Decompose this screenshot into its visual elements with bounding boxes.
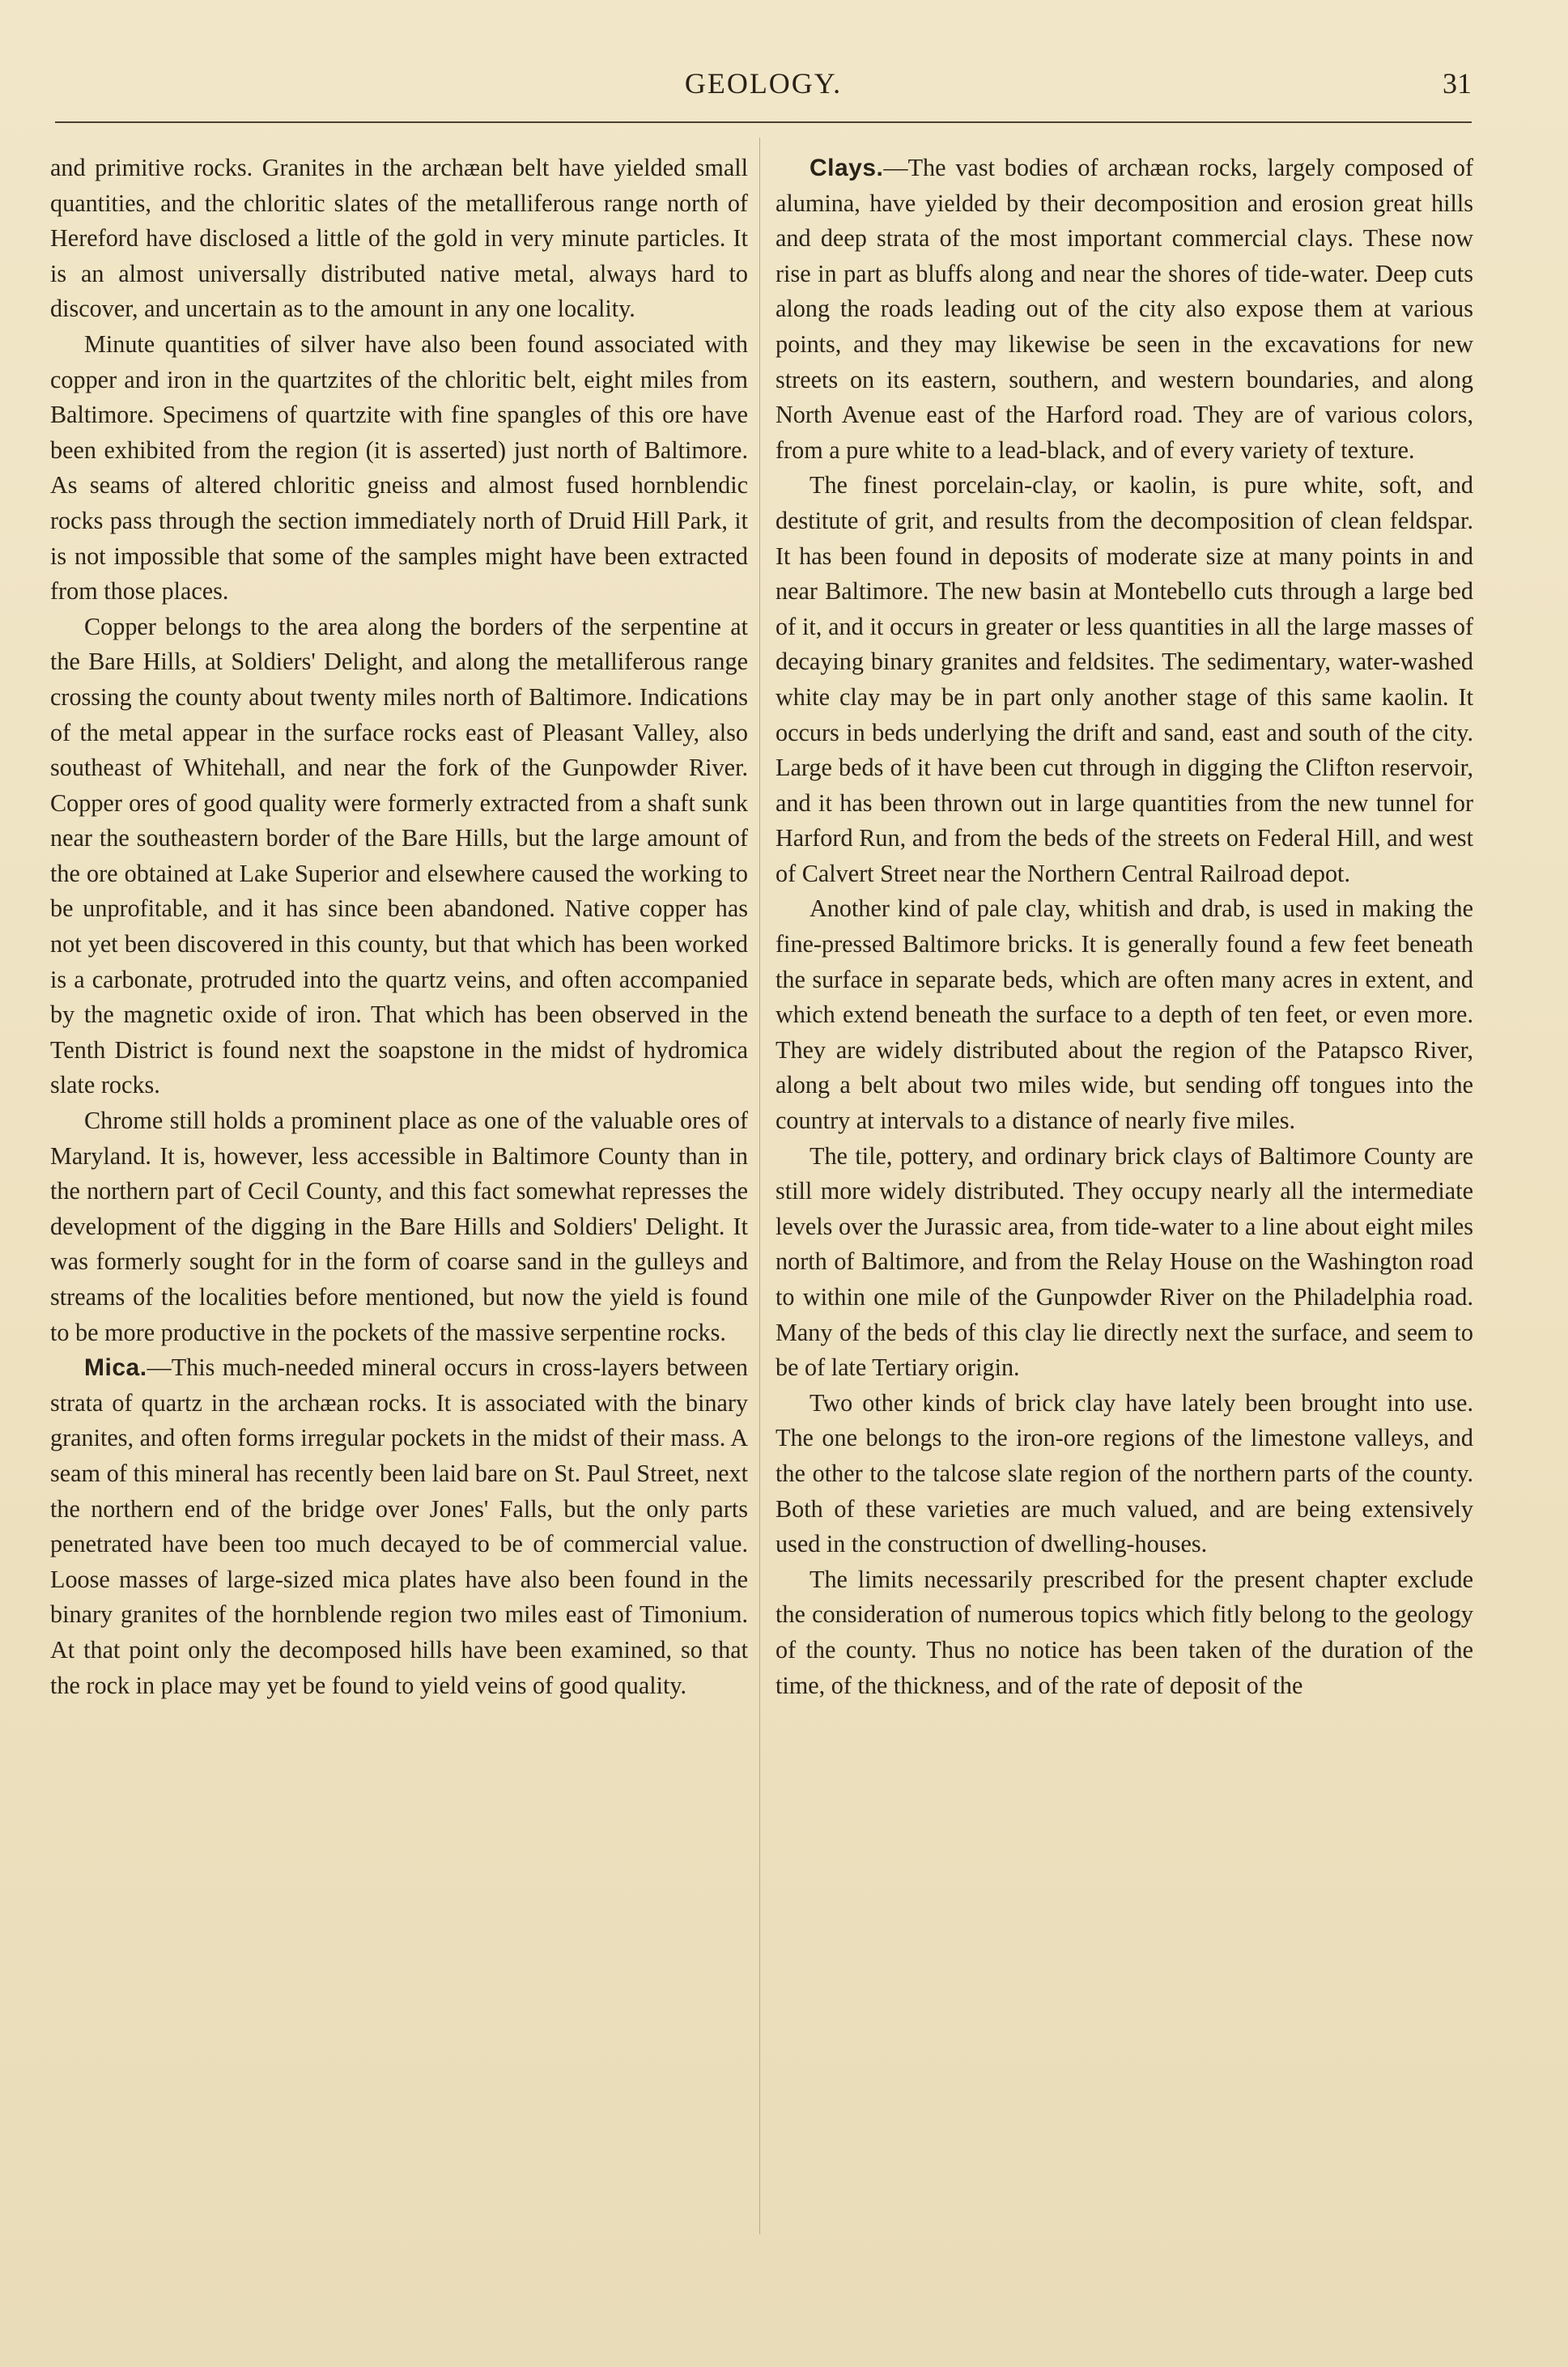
paragraph-mica-text: —This much-needed mineral occurs in cross-layers between strata of quartz in the archæan rocks. It is associated with the binary granites, and often forms irregular pockets in the midst of their mass. A seam of this mineral has recently been laid bare on St. Paul Street, next the northern end of the bridge over Jones' Falls, but the only parts penetrated have been too much decayed to be of commercial value. Loose masses of large-sized mica plates have also been found in the binary granites of the hornblende region two miles east of Timonium. At that point only the decomposed hills have been examined, so that the rock in place may yet be found to yield veins of good quality.	[50, 1353, 748, 1699]
header-rule	[55, 121, 1472, 123]
paragraph-gold-continued: and primitive rocks. Granites in the archæan belt have yielded small quantities, and the chloritic slates of the metalliferous range north of Hereford have disclosed a little of the gold in very minute particles. It is an almost universally distributed native metal, always hard to discover, and uncertain as to the amount in any one locality.	[50, 154, 748, 323]
right-column	[776, 151, 1473, 1703]
column-divider	[759, 138, 760, 2234]
paragraph-chrome: Chrome still holds a prominent place as one of the valuable ores of Maryland. It is, however, less accessible in Baltimore County than in the northern part of Cecil County, and this fact somewhat represses the development of the digging in the Bare Hills and Soldiers' Delight. It was formerly sought for in the form of coarse sand in the gulleys and streams of the localities before mentioned, but now the yield is found to be more productive in the pockets of the massive serpentine rocks.	[50, 1107, 748, 1346]
paragraph-mica	[50, 1350, 748, 1703]
paragraph-clays-text: —The vast bodies of archæan rocks, largely composed of alumina, have yielded by their decomposition and erosion great hills and deep strata of the most important commercial clays. These now rise in part as bluffs along and near the shores of tide-water. Deep cuts along the roads leading out of the city also expose them at various points, and they may likewise be seen in the excavations for new streets on its eastern, southern, and western boundaries, and along North Avenue east of the Harford road. They are of various colors, from a pure white to a lead-black, and of every variety of texture.	[776, 154, 1473, 464]
paragraph-pale-clay: Another kind of pale clay, whitish and drab, is used in making the fine-pressed Baltimore bricks. It is generally found a few feet beneath the surface in separate beds, which are often many acres in extent, and which extend beneath the surface to a depth of ten feet, or even more. They are widely distributed about the region of the Patapsco River, along a belt about two miles wide, but sending off tongues into the country at intervals to a distance of nearly five miles.	[776, 895, 1473, 1135]
running-header	[55, 66, 1472, 115]
section-heading-mica: Mica.	[84, 1354, 147, 1382]
paragraph-clays	[776, 151, 1473, 468]
paragraph-silver: Minute quantities of silver have also been found associated with copper and iron in the quartzites of the chloritic belt, eight miles from Baltimore. Specimens of quartzite with fine spangles of this ore have been exhibited from the region (it is asserted) just north of Baltimore. As seams of altered chloritic gneiss and almost fused hornblendic rocks pass through the section immediately north of Druid Hill Park, it is not impossible that some of the samples might have been extracted from those places.	[50, 329, 748, 606]
paragraph-limits: The limits necessarily prescribed for the present chapter exclude the consideration of numerous topics which fitly belong to the geology of the county. Thus no notice has been taken of the duration of the time, of the thickness, and of the rate of deposit of the	[776, 1565, 1473, 1699]
section-heading-clays: Clays.	[809, 155, 884, 181]
paragraph-copper: Copper belongs to the area along the borders of the serpentine at the Bare Hills, at Soldiers' Delight, and along the metalliferous range crossing the county about twenty miles north of Baltimore. Indications of the metal appear in the surface rocks east of Pleasant Valley, also southeast of Whitehall, and near the fork of the Gunpowder River. Copper ores of good quality were formerly extracted from a shaft sunk near the southeastern border of the Bare Hills, but the large amount of the ore obtained at Lake Superior and elsewhere caused the working to be unprofitable, and it has since been abandoned. Native copper has not yet been discovered in this county, but that which has been worked is a carbonate, protruded into the quartz veins, and often accompanied by the magnetic oxide of iron. That which has been observed in the Tenth District is found next the soapstone in the midst of hydromica slate rocks.	[50, 612, 748, 1099]
paragraph-brick-clays: The tile, pottery, and ordinary brick clays of Baltimore County are still more widely distributed. They occupy nearly all the intermediate levels over the Jurassic area, from tide-water to a line about eight miles north of Baltimore, and from the Relay House on the Washington road to within one mile of the Gunpowder River on the Philadelphia road. Many of the beds of this clay lie directly next the surface, and seem to be of late Tertiary origin.	[776, 1141, 1473, 1382]
paragraph-other-brick-clay: Two other kinds of brick clay have lately been brought into use. The one belongs to the iron-ore regions of the limestone valleys, and the other to the talcose slate region of the northern parts of the county. Both of these varieties are much valued, and are being extensively used in the construction of dwelling-houses.	[776, 1388, 1473, 1558]
running-title: GEOLOGY.	[684, 67, 843, 100]
paragraph-kaolin: The finest porcelain-clay, or kaolin, is pure white, soft, and destitute of grit, and results from the decomposition of clean feldspar. It has been found in deposits of moderate size at many points in and near Baltimore. The new basin at Montebello cuts through a large bed of it, and it occurs in greater or less quantities in all the large masses of decaying binary granites and feldsites. The sedimentary, water-washed white clay may be in part only another stage of this same kaolin. It occurs in beds underlying the drift and sand, east and south of the city. Large beds of it have been cut through in digging the Clifton reservoir, and it has been thrown out in large quantities from the new tunnel for Harford Run, and from the beds of the streets on Federal Hill, and west of Calvert Street near the Northern Central Railroad depot.	[776, 471, 1473, 887]
page-number: 31	[1443, 67, 1472, 100]
left-column	[50, 151, 748, 1703]
